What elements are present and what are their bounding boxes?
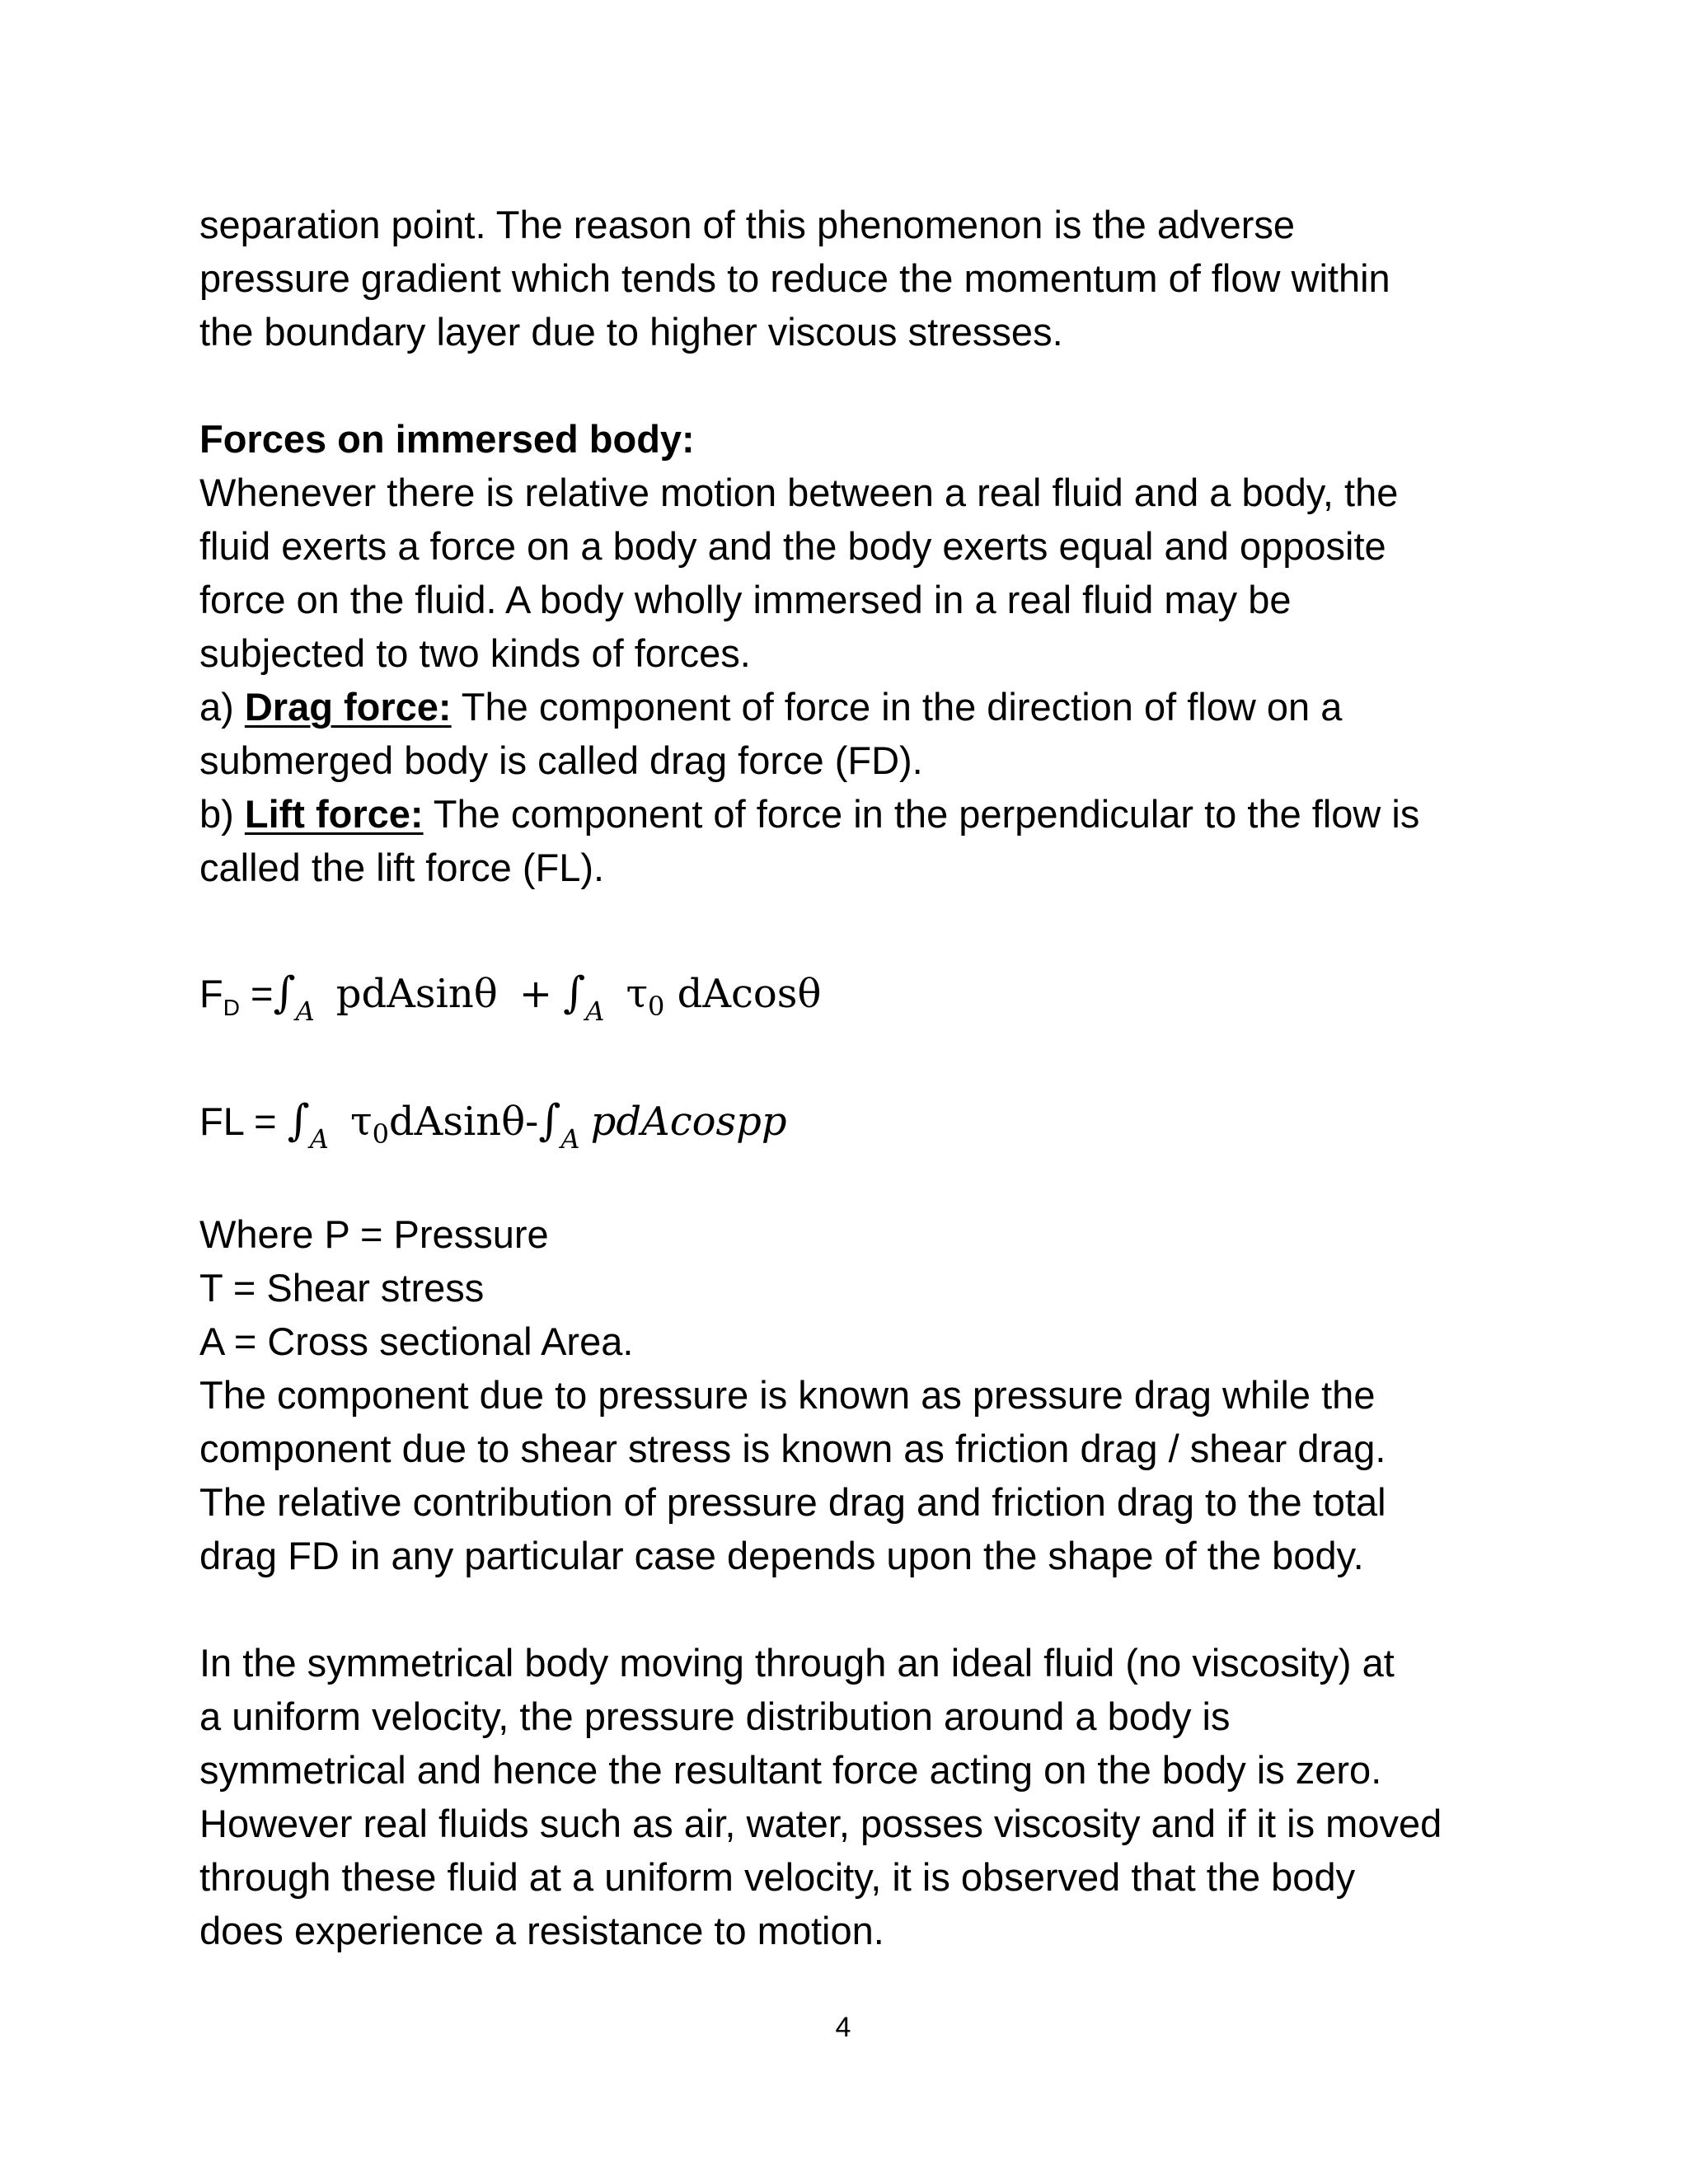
tau-symbol: τ [350, 1099, 373, 1145]
text-line: through these fluid at a uniform velocity, it is observed that the body [199, 1855, 1356, 1899]
formula-lhs: F [199, 972, 223, 1015]
drag-force-term: Drag force: [244, 685, 452, 729]
integral-symbol: ∫ [563, 968, 586, 1018]
list-marker: a) [199, 685, 245, 729]
text-line: the boundary layer due to higher viscous stresses. [199, 310, 1063, 354]
text-line: However real fluids such as air, water, posses viscosity and if it is moved [199, 1802, 1442, 1845]
integral-symbol: ∫ [273, 968, 296, 1018]
integral-subscript: A [585, 996, 605, 1027]
tau-subscript: 0 [648, 991, 665, 1022]
text-line: submerged body is called drag force (FD). [199, 738, 923, 782]
paragraph-separation [199, 198, 1518, 359]
definition-line: A = Cross sectional Area. [199, 1319, 634, 1363]
text-line: The component due to pressure is known as pressure drag while the [199, 1373, 1376, 1417]
text-line: force on the fluid. A body wholly immersed in a real fluid may be [199, 578, 1292, 621]
text-line: fluid exerts a force on a body and the body exerts equal and opposite [199, 524, 1386, 568]
drag-force-line [199, 680, 1518, 733]
text-line: does experience a resistance to motion. [199, 1909, 884, 1952]
integral-subscript: A [295, 996, 315, 1027]
text-line: The relative contribution of pressure drag and friction drag to the total [199, 1480, 1386, 1524]
page-number: 4 [835, 2012, 851, 2043]
formula-term: dAsinθ- [388, 1099, 539, 1145]
text-line: called the lift force (FL). [199, 846, 605, 889]
paragraph-resistance [199, 1636, 1518, 1957]
text-line: In the symmetrical body moving through an ideal fluid (no viscosity) at [199, 1641, 1395, 1685]
definitions-block [199, 1207, 1518, 1582]
section-forces [199, 412, 1518, 894]
lift-force-line [199, 787, 1518, 841]
text-line: Whenever there is relative motion between a real fluid and a body, the [199, 471, 1399, 514]
list-marker: b) [199, 792, 245, 836]
text-line: symmetrical and hence the resultant force acting on the body is zero. [199, 1748, 1382, 1792]
text-line: separation point. The reason of this phenomenon is the adverse [199, 203, 1296, 246]
text-line: subjected to two kinds of forces. [199, 631, 751, 675]
integral-subscript: A [560, 1123, 580, 1155]
formula-term: pdAcospp [590, 1099, 787, 1145]
lift-formula [199, 1084, 787, 1158]
section-heading: Forces on immersed body: [199, 417, 695, 461]
lift-force-text: The component of force in the perpendicular to the flow is [423, 792, 1420, 836]
tau-symbol: τ [626, 971, 649, 1017]
integral-symbol: ∫ [287, 1096, 310, 1146]
text-line: pressure gradient which tends to reduce the momentum of flow within [199, 256, 1390, 300]
formula-term: dAcosθ [664, 971, 822, 1017]
definition-line: Where P = Pressure [199, 1212, 549, 1256]
integral-subscript: A [309, 1123, 329, 1155]
formula-term: pdAsinθ [335, 971, 498, 1017]
drag-formula [199, 956, 821, 1030]
text-line: a uniform velocity, the pressure distribution around a body is [199, 1694, 1231, 1738]
lift-force-term: Lift force: [244, 792, 424, 836]
formula-plus: + [518, 971, 553, 1017]
text-line: drag FD in any particular case depends upon the shape of the body. [199, 1534, 1364, 1577]
formula-lhs: FL = [199, 1099, 288, 1143]
drag-force-text: The component of force in the direction of flow on a [451, 685, 1343, 729]
tau-subscript: 0 [372, 1118, 389, 1150]
formula-equals: = [239, 972, 274, 1015]
integral-symbol: ∫ [538, 1096, 561, 1146]
formula-lhs-subscript: D [223, 995, 240, 1020]
text-line: component due to shear stress is known as friction drag / shear drag. [199, 1427, 1386, 1470]
definition-line: T = Shear stress [199, 1266, 485, 1310]
